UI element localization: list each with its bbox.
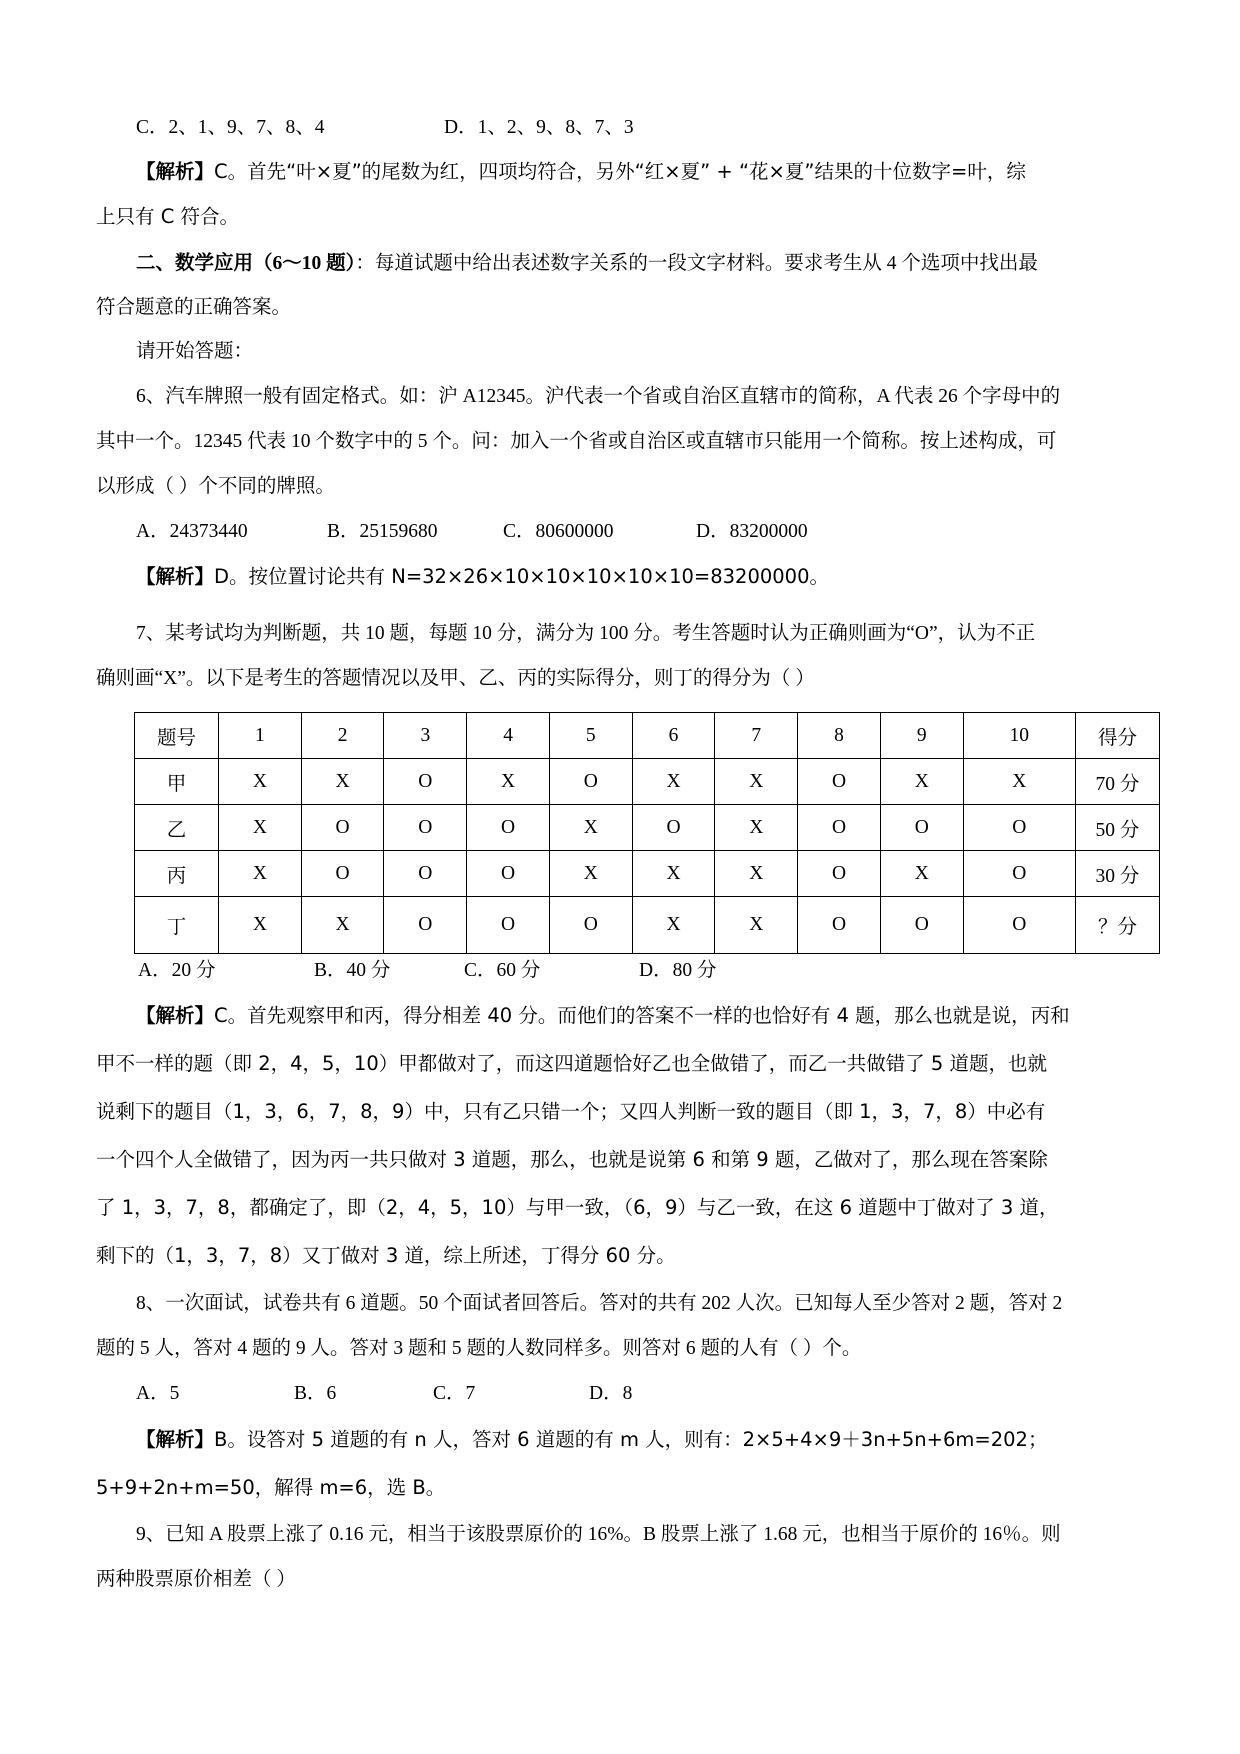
- table-header-cell: 2: [301, 713, 384, 759]
- q7-analysis-line2: 甲不一样的题（即 2，4，5，10）甲都做对了，而这四道题恰好乙也全做错了，而乙一共做错了 5 道题，也就: [96, 1052, 1048, 1075]
- q8-option-a: A．5: [136, 1383, 180, 1404]
- table-header-cell: 得分: [1076, 713, 1160, 759]
- table-cell: X: [549, 805, 632, 851]
- table-cell: 乙: [135, 805, 219, 851]
- table-cell: 50 分: [1076, 805, 1160, 851]
- q5-analysis-line1: [136, 158, 1026, 186]
- q8-line2: 题的 5 人，答对 4 题的 9 人。答对 3 题和 5 题的人数同样多。则答对 6 题的人有（ ）个。: [96, 1338, 862, 1359]
- table-row: [135, 897, 1160, 954]
- table-cell: X: [219, 851, 302, 897]
- section2-desc: ：每道试题中给出表述数字关系的一段文字材料。要求考生从 4 个选项中找出最: [355, 253, 1038, 274]
- table-cell: 30 分: [1076, 851, 1160, 897]
- q7-analysis-line1: [136, 1002, 1070, 1030]
- table-header-row: [135, 713, 1160, 759]
- q8-option-d: D．8: [589, 1383, 633, 1404]
- analysis-label: 【解析】: [136, 1004, 215, 1027]
- q6-option-c: C．80600000: [503, 521, 614, 542]
- q6-option-d: D．83200000: [696, 521, 808, 542]
- table-cell: X: [301, 897, 384, 954]
- q7-option-b: B．40 分: [314, 960, 391, 981]
- table-row: [135, 851, 1160, 897]
- q8-option-b: B．6: [294, 1383, 337, 1404]
- table-cell: X: [880, 759, 963, 805]
- q6-option-b: B．25159680: [327, 521, 438, 542]
- q7-analysis-line6: 剩下的（1，3，7，8）又丁做对 3 道，综上所述，丁得分 60 分。: [96, 1244, 676, 1267]
- table-cell: O: [632, 805, 715, 851]
- table-cell: X: [715, 851, 798, 897]
- table-cell: O: [467, 851, 550, 897]
- q5-option-c: C．2、1、9、7、8、4: [136, 117, 325, 138]
- table-cell: O: [384, 897, 467, 954]
- table-header-cell: 5: [549, 713, 632, 759]
- q6-line2: 其中一个。12345 代表 10 个数字中的 5 个。问：加入一个省或自治区或直辖市只能用一个简称。按上述构成，可: [96, 431, 1057, 452]
- table-header-cell: 6: [632, 713, 715, 759]
- table-cell: O: [549, 759, 632, 805]
- table-cell: X: [632, 851, 715, 897]
- q7-options: [138, 957, 716, 985]
- table-cell: O: [467, 805, 550, 851]
- table-cell: X: [219, 897, 302, 954]
- section2-line1: [136, 250, 1038, 278]
- table-cell: X: [467, 759, 550, 805]
- table-cell: X: [880, 851, 963, 897]
- table-cell: X: [715, 805, 798, 851]
- q8-option-c: C．7: [433, 1383, 476, 1404]
- table-header-cell: 3: [384, 713, 467, 759]
- table-cell: O: [384, 759, 467, 805]
- table-cell: X: [301, 759, 384, 805]
- table-header-cell: 题号: [135, 713, 219, 759]
- table-cell: O: [301, 805, 384, 851]
- q5-analysis-line2: 上只有 C 符合。: [96, 205, 240, 228]
- q9-line1: 9、已知 A 股票上涨了 0.16 元，相当于该股票原价的 16%。B 股票上涨了 1.68 元，也相当于原价的 16％。则: [136, 1524, 1061, 1545]
- q7-analysis-line4: 一个四个人全做错了，因为丙一共只做对 3 道题，那么，也就是说第 6 和第 9 题，乙做对了，那么现在答案除: [96, 1148, 1048, 1171]
- q5-options: [136, 114, 634, 142]
- table-cell: O: [301, 851, 384, 897]
- analysis-text: D。按位置讨论共有 N=32×26×10×10×10×10×10=83200000。: [214, 565, 829, 588]
- table-cell: ？分: [1076, 897, 1160, 954]
- table-cell: O: [963, 851, 1075, 897]
- table-cell: 丁: [135, 897, 219, 954]
- table-cell: X: [963, 759, 1075, 805]
- q6-analysis: [136, 563, 829, 591]
- table-header-cell: 4: [467, 713, 550, 759]
- score-table: [134, 712, 1160, 954]
- table-header-cell: 8: [798, 713, 881, 759]
- q6-line3: 以形成（ ）个不同的牌照。: [96, 476, 335, 497]
- table-header-cell: 10: [963, 713, 1075, 759]
- analysis-text: C。首先观察甲和丙，得分相差 40 分。而他们的答案不一样的也恰好有 4 题，那么也就是说，丙和: [214, 1004, 1070, 1027]
- q9-line2: 两种股票原价相差（ ）: [96, 1569, 296, 1590]
- q8-line1: 8、一次面试，试卷共有 6 道题。50 个面试者回答后。答对的共有 202 人次。已知每人至少答对 2 题，答对 2: [136, 1293, 1063, 1314]
- table-cell: O: [880, 897, 963, 954]
- q6-option-a: A．24373440: [136, 521, 248, 542]
- table-cell: X: [715, 759, 798, 805]
- q7-option-d: D．80 分: [639, 960, 717, 981]
- table-cell: O: [798, 805, 881, 851]
- q7-line2: 确则画“X”。以下是考生的答题情况以及甲、乙、丙的实际得分，则丁的得分为（ ）: [96, 668, 815, 689]
- q8-analysis-line2: 5+9+2n+m=50，解得 m=6，选 B。: [96, 1476, 446, 1499]
- analysis-label: 【解析】: [136, 565, 215, 588]
- table-header-cell: 9: [880, 713, 963, 759]
- table-cell: 丙: [135, 851, 219, 897]
- analysis-label: 【解析】: [136, 160, 215, 183]
- table-cell: X: [219, 759, 302, 805]
- q5-option-d: D．1、2、9、8、7、3: [444, 117, 634, 138]
- q8-options: [136, 1380, 632, 1408]
- q7-analysis-line5: 了 1，3，7，8，都确定了，即（2，4，5，10）与甲一致，（6，9）与乙一致，在这 6 道题中丁做对了 3 道，: [96, 1196, 1059, 1219]
- analysis-text: C。首先“叶×夏”的尾数为红，四项均符合，另外“红×夏” + “花×夏”结果的十位数字=叶，综: [214, 160, 1026, 183]
- q7-option-a: A．20 分: [138, 960, 216, 981]
- table-cell: X: [632, 897, 715, 954]
- q6-options: [136, 518, 808, 546]
- table-cell: O: [384, 851, 467, 897]
- table-header-cell: 1: [219, 713, 302, 759]
- q7-line1: 7、某考试均为判断题，共 10 题，每题 10 分，满分为 100 分。考生答题时认为正确则画为“O”，认为不正: [136, 623, 1036, 644]
- analysis-text: B。设答对 5 道题的有 n 人，答对 6 道题的有 m 人，则有：2×5+4×9＋3n+5n+6m=202；: [214, 1428, 1048, 1451]
- table-cell: 甲: [135, 759, 219, 805]
- table-cell: 70 分: [1076, 759, 1160, 805]
- table-cell: O: [467, 897, 550, 954]
- table-cell: X: [549, 851, 632, 897]
- table-cell: O: [549, 897, 632, 954]
- q8-analysis-line1: [136, 1426, 1047, 1454]
- table-cell: X: [715, 897, 798, 954]
- table-row: [135, 759, 1160, 805]
- q6-line1: 6、汽车牌照一般有固定格式。如：沪 A12345。沪代表一个省或自治区直辖市的简称，A 代表 26 个字母中的: [136, 386, 1061, 407]
- section2-start: 请开始答题：: [136, 341, 254, 362]
- table-cell: O: [384, 805, 467, 851]
- analysis-label: 【解析】: [136, 1428, 215, 1451]
- q7-option-c: C．60 分: [464, 960, 541, 981]
- q7-analysis-line3: 说剩下的题目（1，3，6，7，8，9）中，只有乙只错一个；又四人判断一致的题目（即 1，3，7，8）中必有: [96, 1100, 1046, 1123]
- table-row: [135, 805, 1160, 851]
- section2-heading: 二、数学应用（6～10 题）: [136, 253, 356, 274]
- table-cell: X: [632, 759, 715, 805]
- section2-line2: 符合题意的正确答案。: [96, 297, 292, 318]
- table-cell: O: [880, 805, 963, 851]
- table-header-cell: 7: [715, 713, 798, 759]
- table-cell: O: [963, 805, 1075, 851]
- table-cell: O: [798, 759, 881, 805]
- table-cell: O: [963, 897, 1075, 954]
- table-cell: X: [219, 805, 302, 851]
- table-cell: O: [798, 851, 881, 897]
- table-cell: O: [798, 897, 881, 954]
